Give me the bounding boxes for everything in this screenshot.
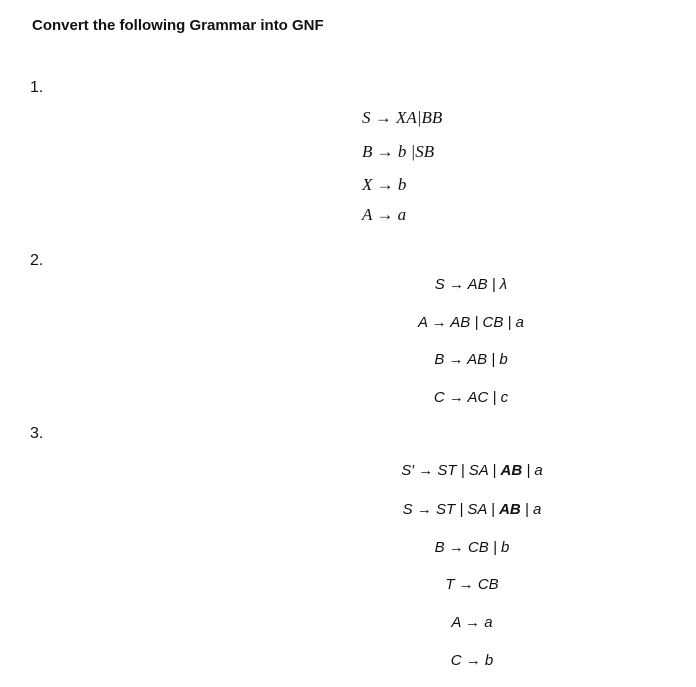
problem-3-rule-c: C → b [450, 652, 494, 669]
problem-1-number: 1. [30, 79, 44, 96]
problem-2-rule-c: C → AC | c [433, 389, 509, 406]
problem-1-rule-b: B → b |SB [362, 142, 435, 161]
rule-part: | a [522, 462, 543, 479]
problem-3-rule-b: B → CB | b [434, 539, 510, 556]
problem-1-rule-s: S → XA|BB [362, 108, 443, 127]
problem-2-rule-s: S → AB | λ [434, 276, 508, 293]
problem-3-rule-t: T → CB [445, 576, 499, 593]
problem-3-rule-s-prime [0, 462, 696, 479]
problem-3-rule-s [0, 501, 696, 518]
rule-part: | a [520, 501, 542, 518]
rule-part: S′ → ST | SA | [401, 462, 501, 479]
rule-part: S → ST | SA | [402, 501, 500, 518]
problem-3-rule-a: A → a [451, 614, 493, 631]
problem-1-rule-a: A → a [362, 205, 407, 224]
rule-bold-part: AB [499, 501, 521, 518]
page-title: Convert the following Grammar into GNF [32, 17, 324, 34]
problem-2-number: 2. [30, 252, 44, 269]
problem-2-rule-b: B → AB | b [434, 351, 508, 368]
problem-1-rule-x: X → b [362, 175, 407, 194]
problem-3-number: 3. [30, 425, 44, 442]
rule-bold-part: AB [500, 462, 523, 479]
problem-2-rule-a: A → AB | CB | a [418, 314, 524, 331]
